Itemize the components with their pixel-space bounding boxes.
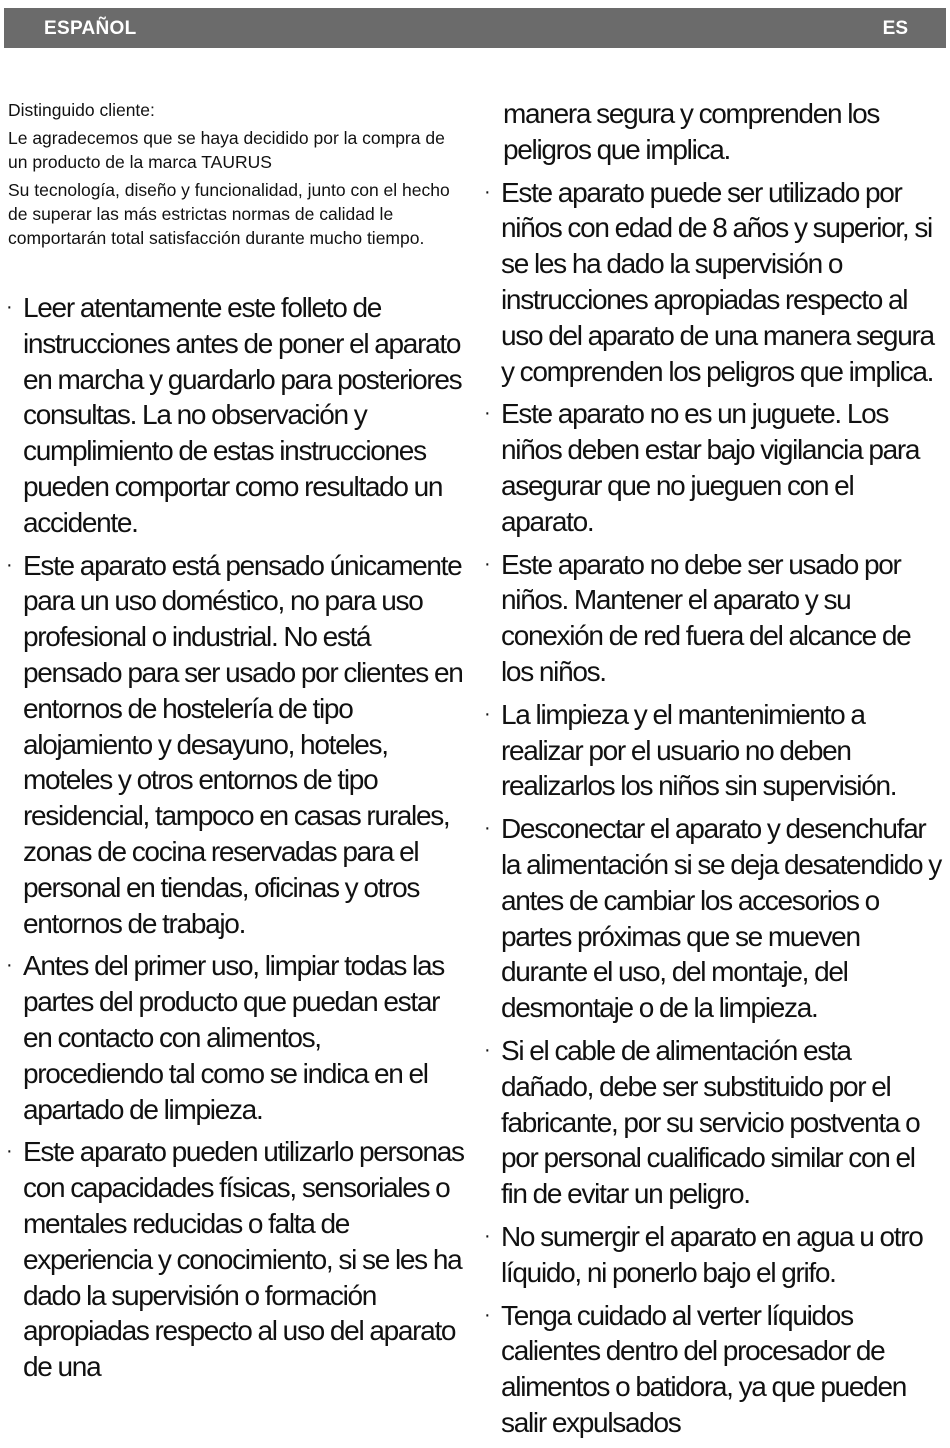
language-code: ES <box>882 18 908 39</box>
greeting: Distinguido cliente: <box>8 100 155 120</box>
list-item: · Este aparato puede ser utilizado por niños con edad de 8 años y superior, si se les ha dado la supervisión o instrucciones apropiadas respecto al uso del aparato de una manera segura y comprenden los peligros que implica. <box>486 175 946 390</box>
list-item: · La limpieza y el mantenimiento a realizar por el usuario no deben realizarlos los niños sin supervisión. <box>486 697 946 804</box>
intro-section <box>8 98 466 250</box>
left-bullet-list <box>8 290 466 1385</box>
thanks-paragraph: Le agradecemos que se haya decidido por la compra de un producto de la marca TAURUS <box>8 128 445 172</box>
list-item: · Tenga cuidado al verter líquidos calientes dentro del procesador de alimentos o batidora, ya que pueden salir expulsados <box>486 1298 946 1441</box>
list-item: · Si el cable de alimentación esta dañado, debe ser substituido por el fabricante, por su servicio postventa o por personal cualificado similar con el fin de evitar un peligro. <box>486 1033 946 1212</box>
right-bullet-list <box>486 175 946 1441</box>
list-item: · Este aparato está pensado únicamente para un uso doméstico, no para uso profesional o industrial. No está pensado para ser usado por clientes en entornos de hostelería de tipo alojamiento y desayuno, hoteles, moteles y otros entornos de tipo residencial, tampoco en casas rurales, zonas de cocina reservadas para el personal en tiendas, oficinas y otros entornos de trabajo. <box>8 548 466 942</box>
list-item: · Leer atentamente este folleto de instrucciones antes de poner el aparato en marcha y guardarlo para posteriores consultas. La no observación y cumplimiento de estas instrucciones pueden comportar como resultado un accidente. <box>8 290 466 541</box>
list-item: · Este aparato pueden utilizarlo personas con capacidades físicas, sensoriales o mentales reducidas o falta de experiencia y conocimiento, si se les ha dado la supervisión o formación apropiadas respecto al uso del aparato de una <box>8 1134 466 1385</box>
continuation-text: manera segura y comprenden los peligros que implica. <box>503 98 880 165</box>
list-item: · No sumergir el aparato en agua u otro líquido, ni ponerlo bajo el grifo. <box>486 1219 946 1291</box>
left-column <box>8 98 466 1392</box>
list-item: · Este aparato no es un juguete. Los niños deben estar bajo vigilancia para asegurar que no jueguen con el aparato. <box>486 396 946 539</box>
right-column <box>486 96 946 1448</box>
list-item: · Este aparato no debe ser usado por niños. Mantener el aparato y su conexión de red fuera del alcance de los niños. <box>486 547 946 690</box>
language-label: ESPAÑOL <box>44 18 137 39</box>
page-header-bar <box>4 8 946 48</box>
list-item: · Desconectar el aparato y desenchufar la alimentación si se deja desatendido y antes de cambiar los accesorios o partes próximas que se mueven durante el uso, del montaje, del desmontaje o de la limpieza. <box>486 811 946 1026</box>
intro-body: Su tecnología, diseño y funcionalidad, junto con el hecho de superar las más estrictas normas de calidad le comportarán total satisfacción durante mucho tiempo. <box>8 180 450 248</box>
list-item: · Antes del primer uso, limpiar todas las partes del producto que puedan estar en contacto con alimentos, procediendo tal como se indica en el apartado de limpieza. <box>8 948 466 1127</box>
